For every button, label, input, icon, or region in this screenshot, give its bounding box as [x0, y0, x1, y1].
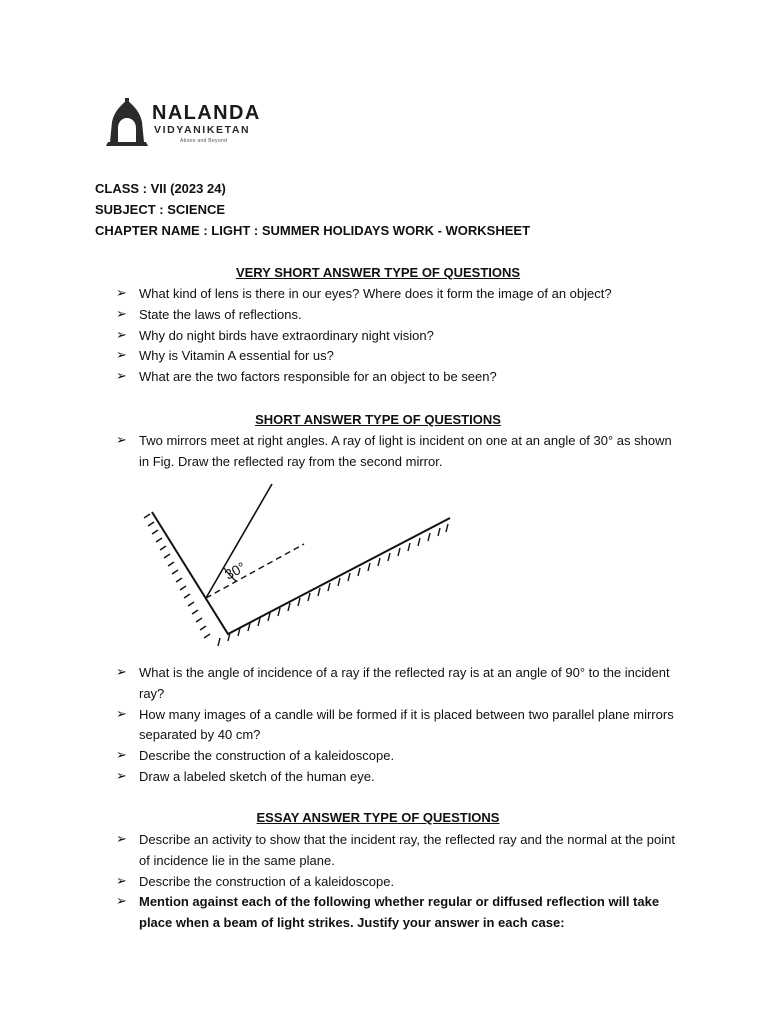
list-item: ➢ Describe the construction of a kaleidoscope. — [0, 872, 679, 893]
essay-section-title: ESSAY ANSWER TYPE OF QUESTIONS — [256, 810, 500, 825]
list-item: ➢ Describe the construction of a kaleidoscope. — [0, 746, 679, 767]
arrow-bullet-icon: ➢ — [116, 768, 127, 784]
angle-label: 30° — [221, 558, 249, 583]
logo-tagline: Above and Beyond — [180, 138, 228, 144]
list-item: ➢ What is the angle of incidence of a ray if the reflected ray is at an angle of 90° to the incident ray? — [116, 665, 670, 701]
list-item: ➢ Draw a labeled sketch of the human eye. — [0, 767, 679, 788]
list-item: ➢ Why do night birds have extraordinary night vision? — [0, 326, 679, 347]
list-item: ➢ State the laws of reflections. — [0, 305, 679, 326]
arrow-bullet-icon: ➢ — [116, 348, 127, 364]
list-item: ➢ Why is Vitamin A essential for us? — [0, 346, 679, 367]
chapter-line: CHAPTER NAME : LIGHT : SUMMER HOLIDAYS WORK - WORKSHEET — [95, 223, 531, 238]
arrow-bullet-icon: ➢ — [116, 433, 127, 448]
short-questions-intro-list — [0, 431, 768, 473]
list-item: ➢ Mention against each of the following whether regular or diffused reflection will take place when a beam of light strikes. Justify your answer in each case: — [116, 894, 660, 931]
school-logo — [104, 98, 274, 150]
normal-line — [206, 544, 304, 598]
arrow-bullet-icon: ➢ — [116, 327, 127, 343]
arrow-bullet-icon: ➢ — [116, 873, 127, 889]
arrow-bullet-icon: ➢ — [116, 706, 127, 722]
subject-line: SUBJECT : SCIENCE — [95, 202, 226, 217]
incident-ray — [206, 484, 272, 598]
short-section-title: SHORT ANSWER TYPE OF QUESTIONS — [255, 412, 501, 427]
right-angle-mirrors-figure — [140, 478, 460, 653]
list-item: ➢ What are the two factors responsible for an object to be seen? — [0, 367, 679, 388]
left-mirror-hatching — [144, 514, 448, 646]
arrow-bullet-icon: ➢ — [116, 306, 127, 322]
list-item: ➢ Describe an activity to show that the incident ray, the reflected ray and the normal at the point of incidence lie in the same plane. — [116, 832, 675, 868]
arrow-bullet-icon: ➢ — [116, 369, 127, 385]
logo-name: NALANDA — [152, 102, 261, 124]
short-questions-list — [0, 663, 768, 788]
logo-subtitle: VIDYANIKETAN — [154, 124, 251, 136]
mirror-surfaces — [152, 512, 450, 634]
class-line: CLASS : VII (2023 24) — [95, 181, 226, 196]
essay-questions-list — [0, 830, 768, 934]
arrow-bullet-icon: ➢ — [116, 894, 127, 910]
arrow-bullet-icon: ➢ — [116, 832, 127, 847]
list-item: ➢ Two mirrors meet at right angles. A ray of light is incident on one at an angle of 30° as shown in Fig. Draw the reflected ray from the second mirror. — [116, 433, 672, 469]
list-item: ➢ What kind of lens is there in our eyes? Where does it form the image of an object? — [0, 284, 679, 305]
arrow-bullet-icon: ➢ — [116, 286, 127, 301]
arrow-bullet-icon: ➢ — [116, 748, 127, 764]
temple-emblem-icon — [104, 98, 150, 148]
very-short-questions-list — [0, 284, 768, 388]
list-item: ➢ How many images of a candle will be formed if it is placed between two parallel plane mirrors separated by 40 cm? — [116, 706, 674, 743]
arrow-bullet-icon: ➢ — [116, 665, 127, 680]
very-short-section-title: VERY SHORT ANSWER TYPE OF QUESTIONS — [235, 265, 521, 280]
